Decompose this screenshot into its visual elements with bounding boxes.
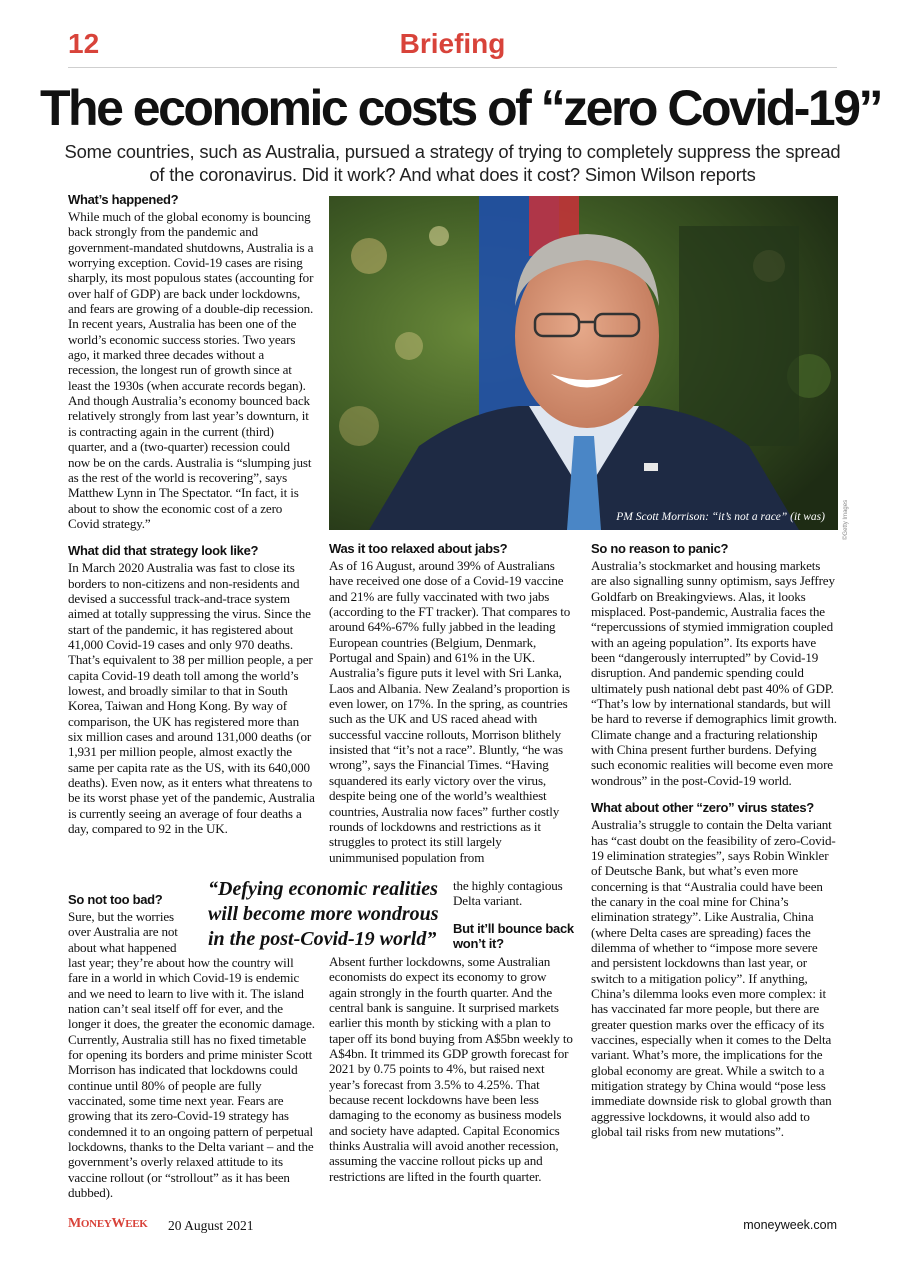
pull-quote-line: in the post-Covid-19 world”	[208, 928, 437, 950]
column-3	[591, 541, 838, 1139]
paragraph-other-states: Australia’s struggle to contain the Delta variant has “cast doubt on the feasibility of zero-Covid-19 elimination strategies”, says Robin Winkler of Deutsche Bank, but what’s even more concerning is that “Australia could have been the canary in the coal mine for China’s elimination strategy”. Like Australia, China (where Delta cases are spreading) faces the dilemma of whether to “impose more severe and persistent lockdowns than last year, or switch to a mitigation policy”. If anything, China’s dilemma looks even more complex: it has vaccinated far more people, but there are greater question marks over the efficacy of its vaccines, especially when it comes to the Delta variant. What’s more, the implications for the global economy are great. While a switch to a mitigation strategy by China would “pose less immediate downside risk to global growth than aggressive lockdowns, it would also add to global tail risks from new mutations”.	[591, 817, 836, 1140]
subhead-other-states: What about other “zero” virus states?	[591, 800, 814, 816]
paragraph-relaxed-jabs: As of 16 August, around 39% of Australians have received one dose of a Covid-19 vaccine and 21% are fully vaccinated with two jabs (according to the FT tracker). That compares to around 64%-67% fully jabbed in the leading European countries (Belgium, Denmark, Portugal and Spain) and 61% in the UK. Australia’s figure puts it level with Sri Lanka, Laos and Albania. New Zealand’s proportion is even lower, on 17%. In the spring, as countries such as the UK and US raced ahead with successful vaccine rollouts, Morrison blithely insisted that “it’s not a race”. Bluntly, “he was wrong”, says the Financial Times. “Having squandered its early victory over the virus, despite being one of the world’s wealthiest countries, Australia now faces” further costly rounds of lockdowns and restrictions as it struggles to protect its still largely unimmunised population from	[329, 558, 571, 865]
column-1-bottom	[68, 955, 315, 1201]
pull-quote	[208, 877, 453, 952]
column-1	[68, 192, 315, 836]
photo-illustration	[329, 196, 838, 530]
column-2-subhead-2	[453, 921, 578, 951]
headline: The economic costs of “zero Covid-19”	[40, 80, 882, 136]
subhead-no-panic: So no reason to panic?	[591, 541, 729, 556]
column-2-wrap	[453, 878, 578, 909]
paragraph-strategy: In March 2020 Australia was fast to close its borders to non-citizens and non-residents and devised a successful track-and-trace system aimed at totally suppressing the virus. Since the start of the pandemic, it has registered about 41,000 Covid-19 cases and only 970 deaths. That’s equivalent to 38 per million people, a per capita Covid-19 death toll among the world’s lowest, and broadly similar to that in South Korea, Taiwan and Hong Kong. By way of comparison, the UK has registered more than six million cases and around 131,000 deaths (or 1,931 per million people, almost exactly the same per capita rate as the US, with its 640,000 deaths). Even now, as it enters what threatens to be its worst phase yet of the pandemic, Australia is currently seeing an average of four deaths a day, compared to 92 in the UK.	[68, 560, 315, 837]
website-url: moneyweek.com	[743, 1218, 837, 1232]
paragraph-not-too-bad: last year; they’re about how the country will fare in a world in which Covid-19 is endemic and we need to learn to live with it. The island nation can’t seal itself off for ever, and the longer it does, the greater the economic damage. Currently, Australia still has no fixed timetable for opening its borders and prime minister Scott Morrison has indicated that lockdowns could continue until 80% of people are fully vaccinated, some time next year. Fears are growing that its zero-Covid-19 strategy has condemned it to an ongoing pattern of perpetual lockdowns, thanks to the Delta variant – and the government’s overly relaxed attitude to its vaccine rollout (or “strollout” as it has been dubbed).	[68, 955, 315, 1201]
subhead-bounce-back-2: won’t it?	[453, 936, 504, 951]
subhead-relaxed-jabs: Was it too relaxed about jabs?	[329, 541, 508, 556]
section-title: Briefing	[399, 28, 506, 59]
header-rule	[68, 67, 837, 68]
line: about what happened	[68, 939, 177, 955]
subhead-whats-happened: What’s happened?	[68, 192, 179, 207]
line: the highly contagious	[453, 878, 563, 893]
paragraph-bounce-back: Absent further lockdowns, some Australian economists do expect its economy to grow again strongly in the fourth quarter. And the central bank is sanguine. It surprised markets earlier this month by sticking with a plan to taper off its bond buying from A$5bn weekly to A$4bn. It trimmed its GDP growth forecast for 2021 by 0.75 points to 4%, but raised next year’s forecast from 3.5% to 4.25%. That because recent lockdowns have been less damaging to the economy as business models and society have adapted. Capital Economics thinks Australia will avoid another recession, assuming the vaccine rollout picks up and restrictions are lifted in the fourth quarter.	[329, 954, 573, 1184]
line: Sure, but the worries	[68, 909, 174, 924]
line: over Australia are not	[68, 924, 178, 940]
photo-credit: ©Getty Images	[843, 499, 849, 540]
subhead-bounce-back: But it’ll bounce back	[453, 921, 574, 936]
photo-caption: PM Scott Morrison: “it’s not a race” (it was)	[616, 511, 825, 523]
moneyweek-logo: MONEYWEEK	[68, 1216, 148, 1231]
subhead-not-too-bad: So not too bad?	[68, 892, 163, 907]
photo-scott-morrison	[329, 196, 838, 530]
paragraph-no-panic: Australia’s stockmarket and housing markets are also signalling sunny optimism, says Jeffrey Goldfarb on Breakingviews. Alas, it looks misplaced. Post-pandemic, Australia faces the “repercussions of stymied immigration coupled with an ageing population”. Its exports have been “dangerously interrupted” by Covid-19 disruption. And pandemic spending could ultimately push national debt past 40% of GDP. “That’s low by international standards, but will be hard to reverse if demographics limit growth. Climate change and a fracturing relationship with China present further burdens. Defying such economic realities will become even more wondrous” in the post-Covid-19 world.	[591, 558, 837, 788]
pull-quote-line: will become more wondrous	[208, 903, 439, 925]
column-2-lower	[329, 954, 574, 1184]
standfirst: Some countries, such as Australia, pursued a strategy of trying to completely suppress the spread of the coronavirus. Did it work? And what does it cost? Simon Wilson reports	[64, 141, 841, 185]
paragraph-whats-happened: While much of the global economy is bouncing back strongly from the pandemic and government-mandated shutdowns, Australia is a worrying exception. Covid-19 cases are rising sharply, its most populous states (accounting for over half of GDP) are back under lockdowns, and fears are growing of a double-dip recession. In recent years, Australia has been one of the world’s economic success stories. Two years ago, it marked three decades without a recession, the longest run of growth since at least the 1930s (when accurate records began). And though Australia’s economy bounced back relatively strongly from last year’s downturn, it is contracting again in the current (third) quarter, and a (two-quarter) recession could now be on the cards. Australia is “slumping just as the rest of the world is recovering”, says Matthew Lynn in The Spectator. “In fact, it is about to show the economic cost of a zero Covid strategy.”	[68, 209, 314, 531]
line: Delta variant.	[453, 893, 523, 909]
issue-date: 20 August 2021	[168, 1218, 254, 1233]
subhead-strategy: What did that strategy look like?	[68, 543, 259, 559]
pull-quote-line: “Defying economic realities	[208, 878, 438, 900]
page-number: 12	[68, 28, 100, 59]
column-2	[329, 541, 574, 865]
